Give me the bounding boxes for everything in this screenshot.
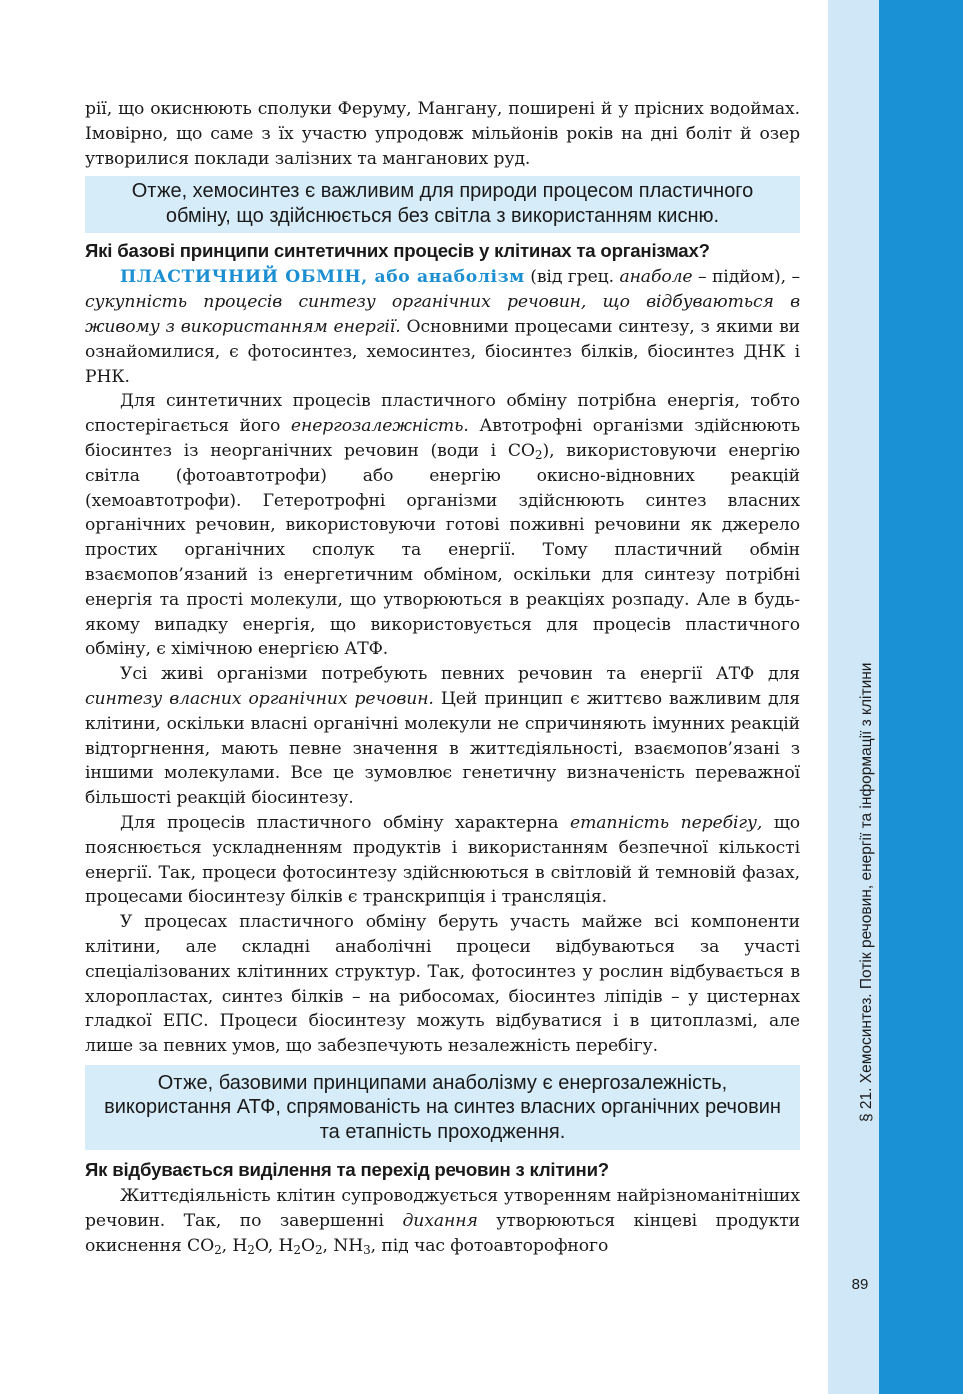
definition-text: сукупність процесів синтезу органічних речовин, що відбуваються в живому з використанням енергії. <box>85 292 800 337</box>
paragraph-excretion: Життєдіяльність клітин супроводжується утворенням найрізноманітніших речовин. Так, по завершенні дихання утворюються кінцеві продукти окиснення $CO_2$, $H_2O$, $H_2O_2$, $NH_3$, під час фотоавторофного <box>85 1186 800 1257</box>
paragraph-energy-dependence: Для синтетичних процесів пластичного обміну потрібна енергія, тобто спостерігається його енергозалежність. Автотрофні організми здійснюють біосинтез із неорганічних речовин (води і $СО_2$), використовуючи енергію світла (фотоавтотрофи) або енергію окисно-відновних реакцій (хемоавтотрофи). Гетеротрофні організми здійснюють синтез власних органічних речовин, використовуючи готові поживні речовини як джерело простих органічних сполук та енергії. Тому пластичний обмін взаємопов’язаний із енергетичним обміном, оскільки для синтезу потрібні енергія та прості молекули, що утворюються в реакціях розпаду. Але в будь-якому випадку енергія, що використовується для процесів пластичного обміну, є хімічною енергією АТФ. <box>85 391 800 660</box>
page-number: 89 <box>851 1276 869 1293</box>
page-content <box>85 97 800 1259</box>
sidebar-dark-strip <box>879 0 963 1394</box>
summary-callout-principles: Отже, базовими принципами анаболізму є енергозалежність, використання АТФ, спрямованість на синтез власних органічних речовин та етапність проходження. <box>85 1065 800 1151</box>
section-question-anabolism: Які базові принципи синтетичних процесів у клітинах та організмах? <box>85 240 710 262</box>
section-question-excretion: Як відбувається виділення та перехід речовин з клітини? <box>85 1159 609 1181</box>
paragraph-continuation: рії, що окиснюють сполуки Феруму, Мангану, поширені й у прісних водоймах. Імовірно, що саме з їх участю упродовж мільйонів років на дні боліт й озер утворилися поклади залізних та манганових руд. <box>85 99 800 169</box>
summary-callout-chemosynthesis: Отже, хемосинтез є важливим для природи процесом пластичного обміну, що здійснюється без світла з використанням кисню. <box>85 176 800 233</box>
key-term: ПЛАСТИЧНИЙ ОБМІН, або анаболізм <box>120 267 525 288</box>
running-head: § 21. Хемосинтез. Потік речовин, енергії та інформації з клітини <box>858 662 875 1122</box>
paragraph-anabolism-definition: ПЛАСТИЧНИЙ ОБМІН, або анаболізм (від грец. анаболе – підйом), – сукупність процесів синтезу органічних речовин, що відбуваються в живому з використанням енергії. Основними процесами синтезу, з якими ви ознайомилися, є фотосинтез, хемосинтез, біосинтез білків, біосинтез ДНК і РНК. <box>85 267 800 387</box>
paragraph-stages: Для процесів пластичного обміну характерна етапність перебігу, що пояснюється ускладненням продуктів і використанням безпечної кількості енергії. Так, процеси фотосинтезу здійснюються в світловій й темновій фазах, процесами біосинтезу білків є транскрипція і трансляція. <box>85 812 800 908</box>
paragraph-cell-structures: У процесах пластичного обміну беруть участь майже всі компоненти клітини, але складні анаболічні процеси відбуваються за участі спеціалізованих клітинних структур. Так, фотосинтез у рослин відбувається в хлоропластах, синтез білків – на рибосомах, біосинтез ліпідів – у цистернах гладкої ЕПС. Процеси біосинтезу можуть відбуватися і в цитоплазмі, але лише за певних умов, що забезпечують незалежність перебігу. <box>85 912 800 1057</box>
paragraph-own-substances: Усі живі організми потребують певних речовин та енергії АТФ для синтезу власних органічних речовин. Цей принцип є життєво важливим для клітини, оскільки власні органічні молекули не спричиняють імунних реакцій відторгнення, мають певне значення в життєдіяльності, взаємопов’язані з іншими молекулами. Все це зумовлює генетичну визначеність переважної більшості реакцій біосинтезу. <box>85 664 801 809</box>
